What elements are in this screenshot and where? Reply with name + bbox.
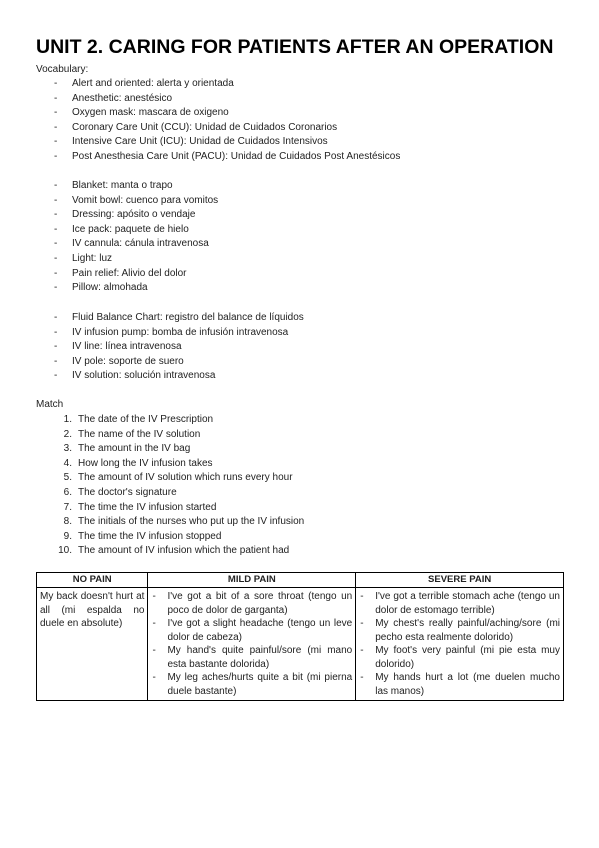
list-item: - I've got a terrible stomach ache (tengo un dolor de estomago terrible)	[359, 590, 560, 617]
header-severe-pain: SEVERE PAIN	[356, 573, 564, 588]
list-item: 2. The name of the IV solution	[63, 428, 201, 440]
list-item: - Pillow: almohada	[36, 281, 218, 296]
match-label: Match	[36, 399, 64, 410]
list-item: - My chest's really painful/aching/sore (mi pecho esta realmente dolorido)	[359, 617, 560, 644]
list-item: 4. How long the IV infusion takes	[63, 457, 213, 469]
list-item: - Intensive Care Unit (ICU): Unidad de Cuidados Intensivos	[36, 135, 400, 150]
list-item: - IV cannula: cánula intravenosa	[36, 237, 218, 252]
list-item: - IV solution: solución intravenosa	[36, 369, 304, 384]
mild-pain-list	[151, 590, 352, 698]
list-item: - My hands hurt a lot (me duelen mucho las manos)	[359, 671, 560, 698]
list-item: - Ice pack: paquete de hielo	[36, 223, 218, 238]
severe-pain-cell	[356, 588, 564, 701]
list-item: - Post Anesthesia Care Unit (PACU): Unidad de Cuidados Post Anestésicos	[36, 150, 400, 165]
list-item: - Alert and oriented: alerta y orientada	[36, 77, 400, 92]
list-item: - Light: luz	[36, 252, 218, 267]
vocab-list-1	[36, 77, 400, 165]
list-item: - I've got a bit of a sore throat (tengo un poco de dolor de garganta)	[151, 590, 352, 617]
list-item: 5. The amount of IV solution which runs every hour	[63, 472, 293, 484]
list-item: 1. The date of the IV Prescription	[63, 414, 214, 425]
list-item: - Oxygen mask: mascara de oxigeno	[36, 106, 400, 121]
table-row	[37, 588, 564, 701]
list-item: - IV infusion pump: bomba de infusión intravenosa	[36, 326, 304, 341]
header-no-pain: NO PAIN	[37, 573, 148, 588]
table-header-row	[37, 573, 564, 588]
list-item: - Dressing: apósito o vendaje	[36, 208, 218, 223]
list-item: - Anesthetic: anestésico	[36, 92, 400, 107]
vocabulary-label: Vocabulary:	[36, 64, 89, 75]
list-item: - Coronary Care Unit (CCU): Unidad de Cuidados Coronarios	[36, 121, 400, 136]
header-mild-pain: MILD PAIN	[148, 573, 356, 588]
pain-table	[36, 572, 564, 701]
list-item: 8. The initials of the nurses who put up the IV infusion	[63, 516, 305, 528]
list-item: - IV pole: soporte de suero	[36, 355, 304, 370]
list-item: - Pain relief: Alivio del dolor	[36, 267, 218, 282]
list-item: - Fluid Balance Chart: registro del balance de líquidos	[36, 311, 304, 326]
vocab-list-3	[36, 311, 304, 384]
list-item: - Blanket: manta o trapo	[36, 179, 218, 194]
list-item: - My leg aches/hurts quite a bit (mi pierna duele bastante)	[151, 671, 352, 698]
list-item: 10. The amount of IV infusion which the patient had	[58, 545, 290, 557]
list-item: - My hand's quite painful/sore (mi mano esta bastante dolorida)	[151, 644, 352, 671]
list-item: - Vomit bowl: cuenco para vomitos	[36, 194, 218, 209]
severe-pain-list	[359, 590, 560, 698]
mild-pain-cell	[148, 588, 356, 701]
page-title: UNIT 2. CARING FOR PATIENTS AFTER AN OPERATION	[36, 36, 554, 58]
list-item: - IV line: línea intravenosa	[36, 340, 304, 355]
match-list	[36, 413, 304, 559]
list-item: 9. The time the IV infusion stopped	[63, 530, 222, 542]
vocab-list-2	[36, 179, 218, 296]
no-pain-cell: My back doesn't hurt at all (mi espalda no duele en absolute)	[37, 588, 148, 701]
list-item: 3. The amount in the IV bag	[63, 443, 191, 455]
list-item: - My foot's very painful (mi pie esta muy dolorido)	[359, 644, 560, 671]
list-item: 7. The time the IV infusion started	[63, 501, 217, 513]
list-item: - I've got a slight headache (tengo un leve dolor de cabeza)	[151, 617, 352, 644]
list-item: 6. The doctor's signature	[63, 486, 177, 498]
